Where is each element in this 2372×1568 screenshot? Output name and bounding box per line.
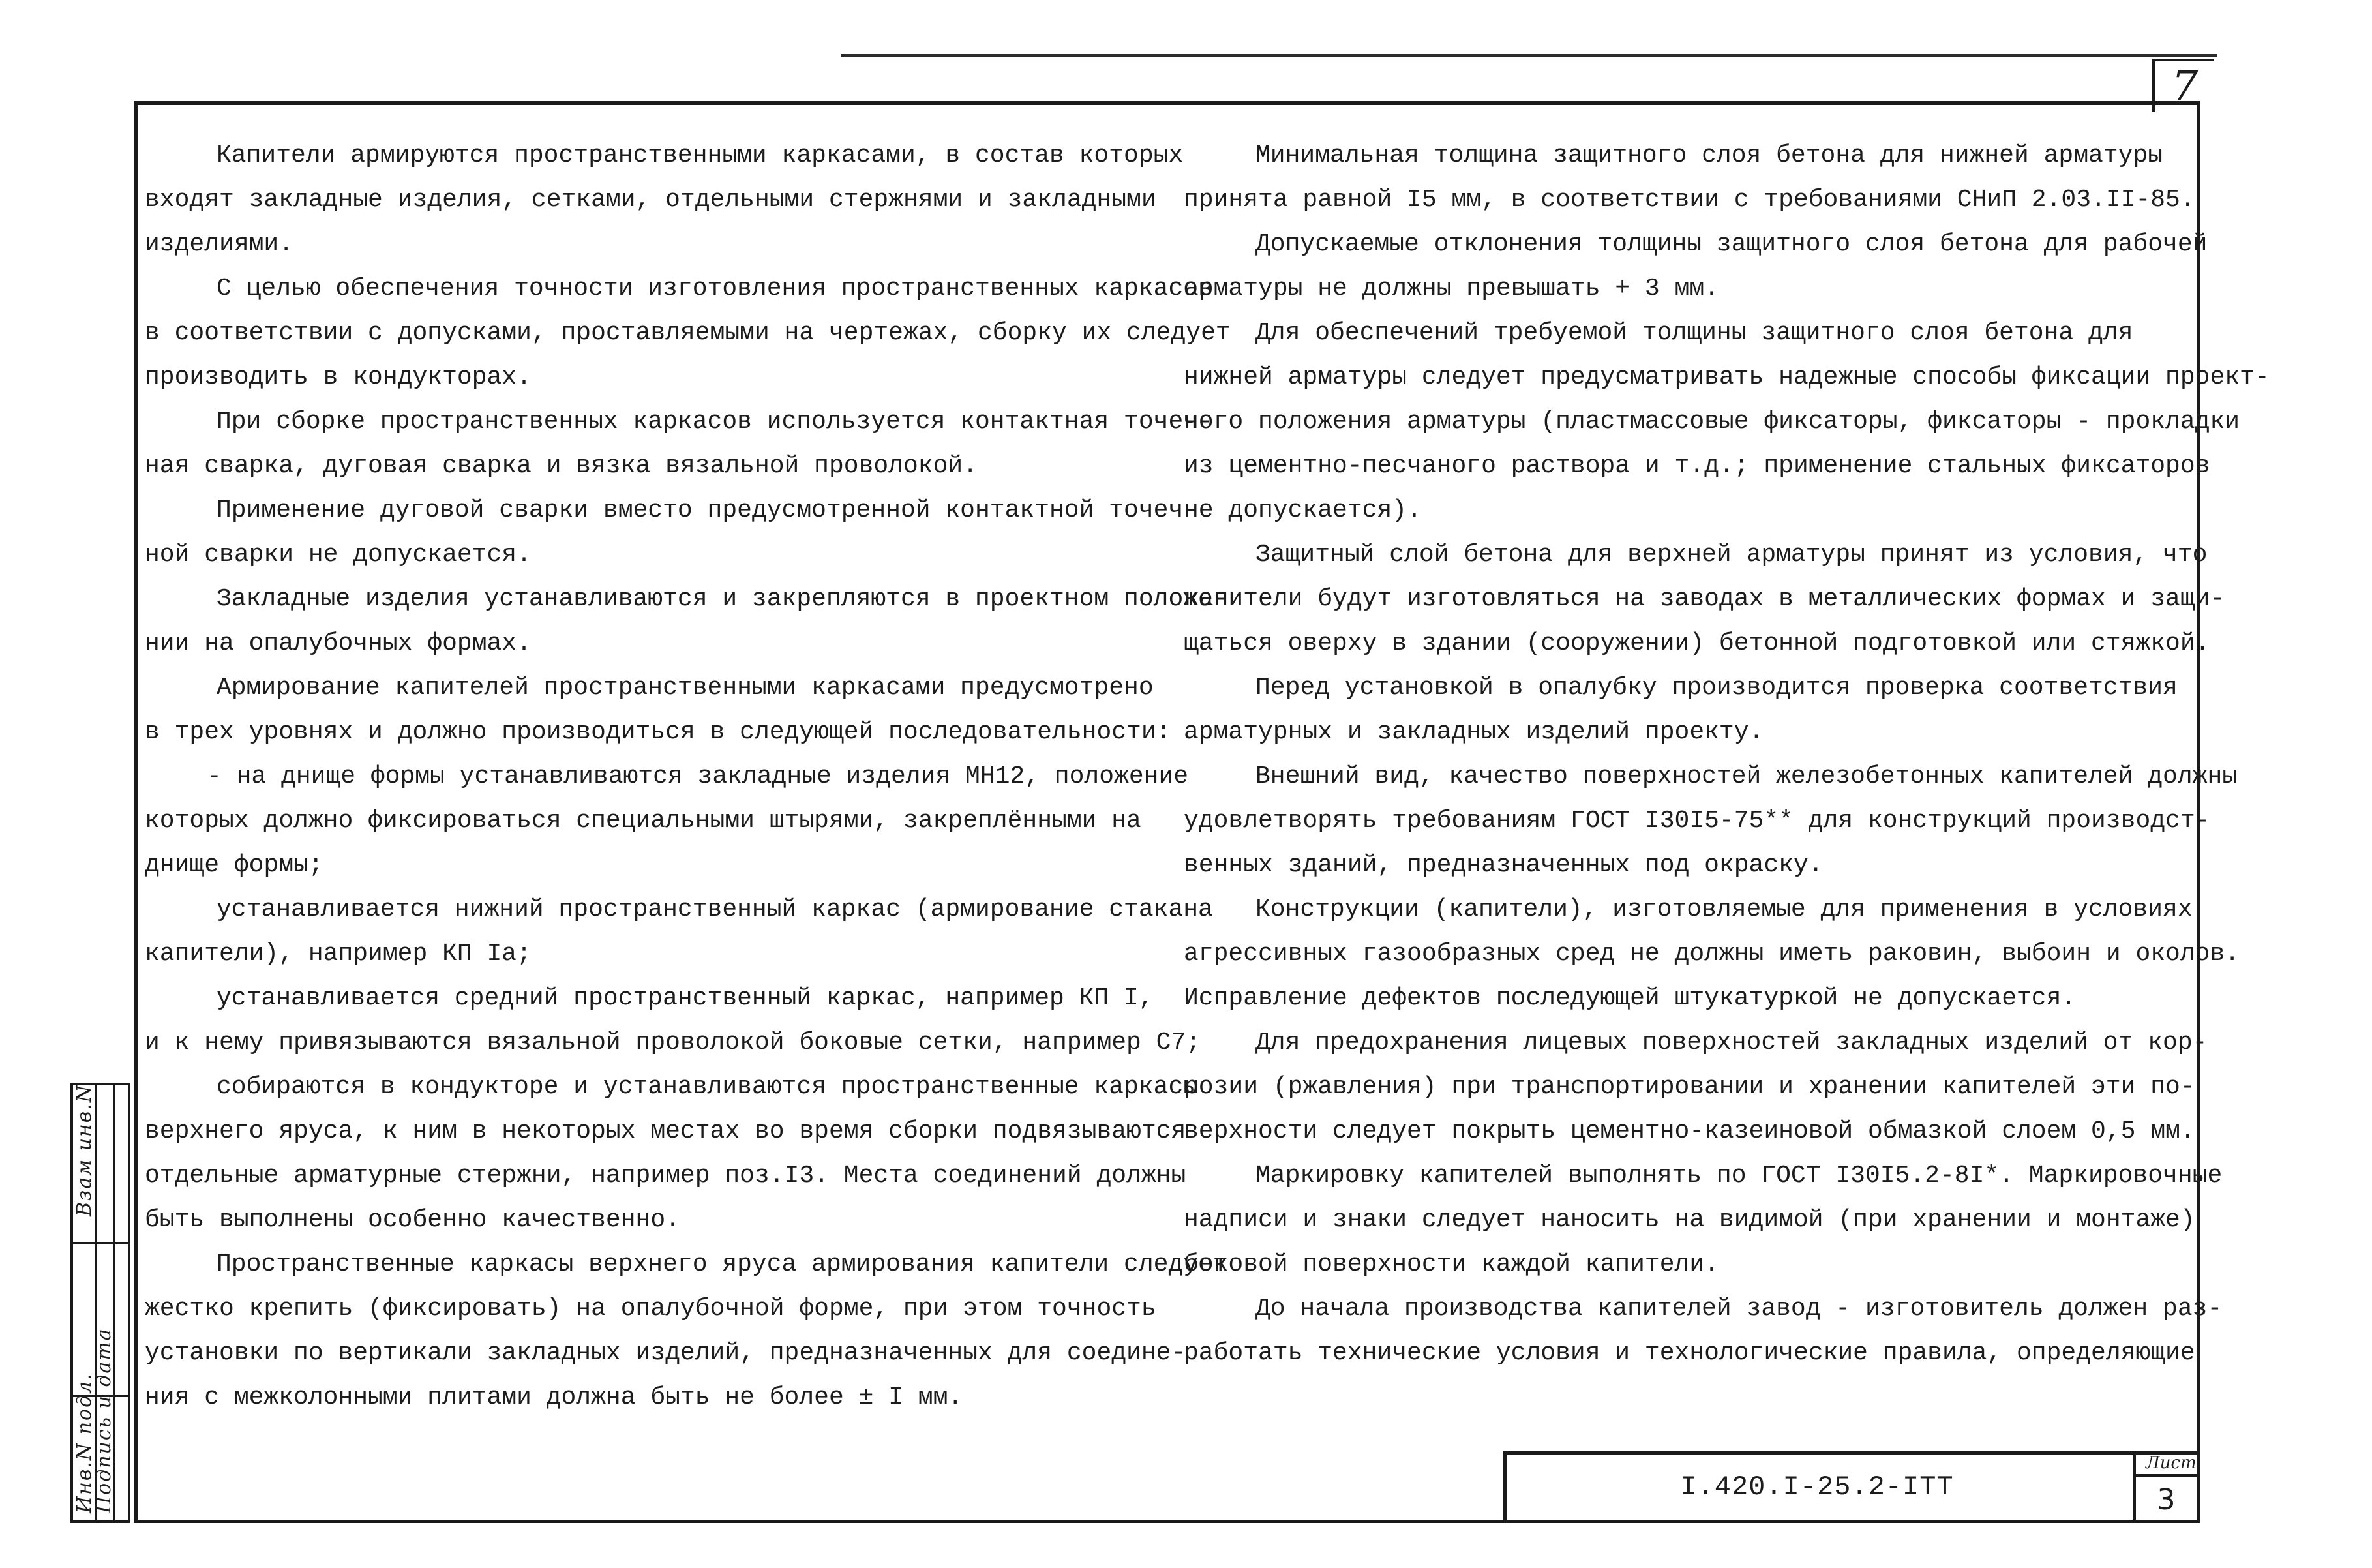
text-line: щаться оверху в здании (сооружении) бетонной подготовкой или стяжкой. xyxy=(1184,629,2210,657)
text-line: - на днище формы устанавливаются закладные изделия МН12, положение xyxy=(207,762,1189,791)
text-line: Допускаемые отклонения толщины защитного слоя бетона для рабочей xyxy=(1255,230,2208,258)
text-line: Капители армируются пространственными каркасами, в состав которых xyxy=(217,142,1184,170)
text-line: Маркировку капителей выполнять по ГОСТ I30I5.2-8I*. Маркировочные xyxy=(1255,1162,2223,1190)
text-line: боковой поверхности каждой капители. xyxy=(1184,1250,1719,1278)
corner-page-number: 7 xyxy=(2152,59,2214,112)
stamp-original-inventory: Инв.N подл. xyxy=(73,1372,96,1513)
text-line: ния с межколонными плитами должна быть не более ± I мм. xyxy=(145,1383,963,1411)
text-line: капители), например КП Iа; xyxy=(145,940,532,968)
stamp-replacement-inventory: Взам инв.N xyxy=(73,1083,96,1216)
text-line: устанавливается нижний пространственный каркас (армирование стакана xyxy=(217,896,1213,924)
text-line: агрессивных газообразных сред не должны иметь раковин, выбоин и околов. xyxy=(1184,940,2240,968)
text-line: До начала производства капителей завод - изготовитель должен раз- xyxy=(1255,1295,2223,1323)
text-line: Исправление дефектов последующей штукатуркой не допускается. xyxy=(1184,984,2077,1012)
text-line: Минимальная толщина защитного слоя бетона для нижней арматуры xyxy=(1255,142,2163,170)
text-line: При сборке пространственных каркасов используется контактная точеч- xyxy=(217,408,1213,436)
text-line: Для предохранения лицевых поверхностей закладных изделий от кор- xyxy=(1255,1029,2208,1057)
sheet-number: 3 xyxy=(2133,1474,2200,1523)
text-line: Закладные изделия устанавливаются и закрепляются в проектном положе- xyxy=(217,585,1228,613)
sheet-label: Лист xyxy=(2146,1453,2197,1473)
text-line: которых должно фиксироваться специальными штырями, закреплёнными на xyxy=(145,807,1141,835)
text-line: надписи и знаки следует наносить на видимой (при хранении и монтаже) xyxy=(1184,1206,2195,1234)
text-line: производить в кондукторах. xyxy=(145,363,532,391)
text-line: верхнего яруса, к ним в некоторых местах во время сборки подвязываются xyxy=(145,1117,1186,1145)
text-line: Пространственные каркасы верхнего яруса армирования капители следует xyxy=(217,1250,1228,1278)
text-line: С целью обеспечения точности изготовления пространственных каркасов xyxy=(217,275,1213,303)
text-line: собираются в кондукторе и устанавливаются пространственные каркасы xyxy=(217,1073,1199,1101)
right-text-column xyxy=(1184,134,2270,1376)
text-line: капители будут изготовляться на заводах в металлических формах и защи- xyxy=(1184,585,2225,613)
text-line: принята равной I5 мм, в соответствии с требованиями СНиП 2.03.II-85. xyxy=(1184,186,2195,214)
text-line: Конструкции (капители), изготовляемые для применения в условиях xyxy=(1255,896,2193,924)
text-line: Армирование капителей пространственными каркасами предусмотрено xyxy=(217,674,1154,702)
text-line: ной сварки не допускается. xyxy=(145,541,532,569)
text-line: арматуры не должны превышать + 3 мм. xyxy=(1184,275,1719,303)
text-line: ная сварка, дуговая сварка и вязка вязальной проволокой. xyxy=(145,452,978,480)
text-line: жестко крепить (фиксировать) на опалубочной форме, при этом точность xyxy=(145,1295,1156,1323)
text-line: отдельные арматурные стержни, например поз.I3. Места соединений должны xyxy=(145,1162,1186,1190)
text-line: днище формы; xyxy=(145,851,323,879)
text-line: изделиями. xyxy=(145,230,294,258)
text-line: ного положения арматуры (пластмассовые фиксаторы, фиксаторы - прокладки xyxy=(1184,408,2240,436)
text-line: Внешний вид, качество поверхностей железобетонных капителей должны xyxy=(1255,762,2238,791)
text-line: Применение дуговой сварки вместо предусмотренной контактной точеч- xyxy=(217,496,1199,524)
text-line: нижней арматуры следует предусматривать надежные способы фиксации проект- xyxy=(1184,363,2270,391)
text-line: розии (ржавления) при транспортировании и хранении капителей эти по- xyxy=(1184,1073,2195,1101)
text-line: верхности следует покрыть цементно-казеиновой обмазкой слоем 0,5 мм. xyxy=(1184,1117,2195,1145)
text-line: установки по вертикали закладных изделий, предназначенных для соедине- xyxy=(145,1339,1186,1367)
text-line: не допускается). xyxy=(1184,496,1422,524)
text-line: устанавливается средний пространственный каркас, например КП I, xyxy=(217,984,1154,1012)
text-line: арматурных и закладных изделий проекту. xyxy=(1184,718,1764,746)
text-line: и к нему привязываются вязальной проволокой боковые сетки, например С7; xyxy=(145,1029,1201,1057)
text-line: входят закладные изделия, сетками, отдельными стержнями и закладными xyxy=(145,186,1156,214)
text-line: в соответствии с допусками, проставляемыми на чертежах, сборку их следует xyxy=(145,319,1231,347)
text-line: венных зданий, предназначенных под окраску. xyxy=(1184,851,1824,879)
text-line: Для обеспечений требуемой толщины защитного слоя бетона для xyxy=(1255,319,2133,347)
text-line: в трех уровнях и должно производиться в следующей последовательности: xyxy=(145,718,1171,746)
text-line: быть выполнены особенно качественно. xyxy=(145,1206,680,1234)
text-line: удовлетворять требованиям ГОСТ I30I5-75** для конструкций производст- xyxy=(1184,807,2210,835)
text-line: из цементно-песчаного раствора и т.д.; применение стальных фиксаторов xyxy=(1184,452,2210,480)
text-line: нии на опалубочных формах. xyxy=(145,629,532,657)
document-code: I.420.I-25.2-ITT xyxy=(1680,1471,1954,1503)
text-line: работать технические условия и технологические правила, определяющие xyxy=(1184,1339,2195,1367)
left-text-column xyxy=(145,134,1231,1420)
text-line: Перед установкой в опалубку производится проверка соответствия xyxy=(1255,674,2178,702)
text-line: Защитный слой бетона для верхней арматуры принят из условия, что xyxy=(1255,541,2208,569)
top-rule xyxy=(841,54,2217,57)
stamp-signature-date: Подпись и дата xyxy=(93,1327,115,1513)
